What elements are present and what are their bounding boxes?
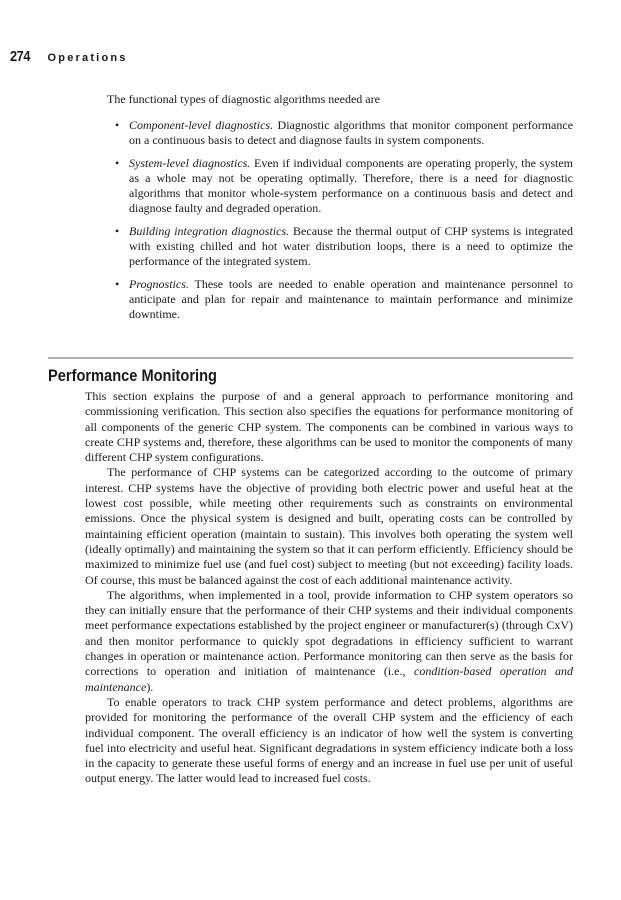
intro-sentence: The functional types of diagnostic algorithms needed are — [107, 92, 380, 106]
paragraph: This section explains the purpose of and a general approach to performance monitoring and commissioning verification. This section also specifies the equations for performance monitoring of all components of the generic CHP system. The components can be combined in various ways to create CHP systems and, therefore, these algorithms can be used to monitor the components of many different CHP system configurations. — [85, 389, 573, 465]
list-item-text: Diagnostic algorithms that monitor component performance on a continuous basis to detect and diagnose faults in system components. — [129, 118, 574, 148]
paragraph-text: ). — [146, 679, 154, 694]
section-body — [85, 389, 573, 787]
running-head — [10, 48, 128, 65]
list-item-text: Even if individual components are operating properly, the system as a whole may not be operating optimally. Therefore, there is a need for diagnostic algorithms that monitor whole-system performance on a continuous basis and detect and diagnose faulty and degraded operation. — [129, 155, 573, 216]
list-item — [107, 156, 573, 217]
diagnostic-types-list — [107, 118, 573, 330]
list-item-term: Component-level diagnostics. — [129, 118, 274, 132]
list-item-term: System-level diagnostics. — [129, 155, 251, 170]
bullet-icon: • — [115, 118, 120, 132]
running-head-section: Operations — [47, 52, 128, 64]
section-divider — [48, 357, 573, 359]
page-number: 274 — [10, 48, 31, 65]
list-item-text: Because the thermal output of CHP systems is integrated with existing chilled and hot water distribution loops, there is a need to optimize the performance of the integrated system. — [129, 223, 574, 269]
list-item-term: Building integration diagnostics. — [129, 223, 290, 238]
list-item — [107, 277, 573, 323]
bullet-icon: • — [115, 223, 120, 238]
list-item — [107, 224, 573, 270]
list-item-term: Prognostics. — [129, 276, 189, 291]
paragraph — [85, 588, 573, 695]
bullet-icon: • — [115, 276, 120, 291]
bullet-icon: • — [115, 155, 120, 170]
paragraph-text: The algorithms, when implemented in a tool, provide information to CHP system operators so they can initially ensure that the performance of their CHP systems and their individual components meet performance expectations established by the project engineer or manufacturer(s) (through CxV) and then monitor performance to quickly spot degradations in efficiency sufficient to warrant changes in operation or maintenance action. Performance monitoring can then serve as the basis for corrections to operation and initiation of maintenance (i.e., — [85, 587, 573, 679]
paragraph: To enable operators to track CHP system performance and detect problems, algorithms are provided for monitoring the performance of the overall CHP system and the efficiency of each individual component. The overall efficiency is an indicator of how well the system is converting fuel into electricity and useful heat. Significant degradations in system efficiency indicate both a loss in the capacity to generate these useful forms of energy and an increase in fuel use per unit of useful output energy. The latter would lead to increased fuel costs. — [85, 694, 573, 786]
list-item — [107, 118, 573, 149]
list-item-text: These tools are needed to enable operation and maintenance personnel to anticipate and plan for repair and maintenance to maintain performance and minimize downtime. — [129, 276, 573, 322]
section-heading: Performance Monitoring — [48, 366, 217, 385]
paragraph-emphasis: condition-based operation and maintenance — [85, 664, 574, 694]
paragraph: The performance of CHP systems can be categorized according to the outcome of primary interest. CHP systems have the objective of providing both electric power and useful heat at the lowest cost possible, while meeting other requirements such as constraints on environmental emissions. Once the physical system is designed and built, operating costs can be controlled by maintaining efficient operation (maintain to sustain). This involves both operating the system well (ideally optimally) and maintaining the system so that it can perform efficiently. Efficiency should be maximized to minimize fuel use (and fuel cost) subject to meeting (but not exceeding) facility loads. Of course, this must be balanced against the cost of each additional maintenance activity. — [85, 465, 573, 587]
